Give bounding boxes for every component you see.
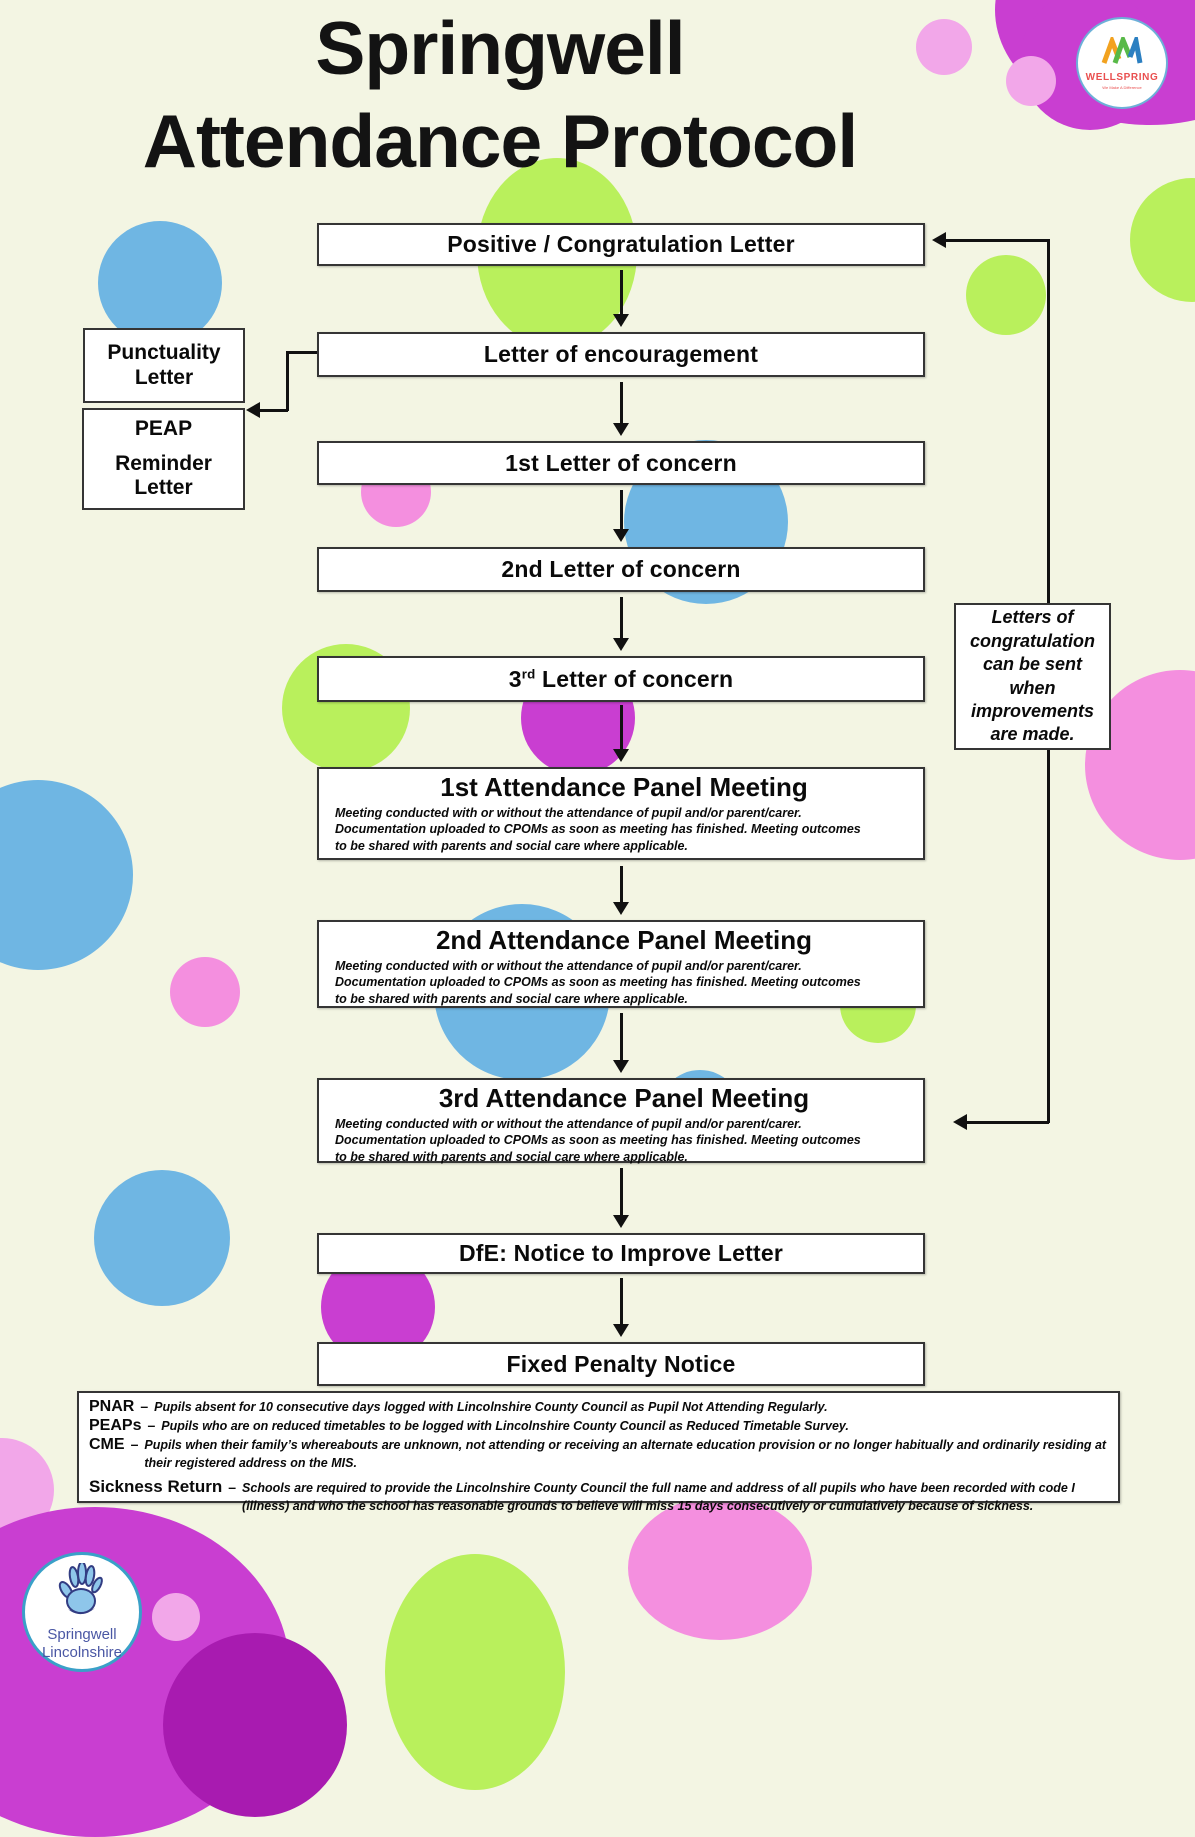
flow-box-fixed-penalty <box>317 1342 925 1386</box>
panel-title: 1st Attendance Panel Meeting <box>440 772 808 802</box>
side-box-punctuality-letter <box>83 328 245 403</box>
legend-description: Pupils who are on reduced timetables to be logged with Lincolnshire County Council as Reduced Timetable Survey. <box>161 1419 849 1434</box>
springwell-lincolnshire-logo <box>22 1552 142 1672</box>
flow-box-encouragement-letter <box>317 332 925 377</box>
side-box-peap-reminder-letter <box>82 408 245 510</box>
flow-box-dfe-notice <box>317 1233 925 1274</box>
decor-circle <box>152 1593 200 1641</box>
flow-box-3rd-concern-letter <box>317 656 925 702</box>
panel-description: Meeting conducted with or without the attendance of pupil and/or parent/carer. Documentation uploaded to CPOMs as soon as meeting has finished. Meeting outcomes to be shared with parents and social care where applicable. <box>335 1116 861 1164</box>
peap-line-top <box>286 351 318 354</box>
flow-box-label: Fixed Penalty Notice <box>506 1350 736 1377</box>
flow-arrowhead <box>613 749 629 762</box>
flow-box-label: 3rd Letter of concern <box>508 665 734 692</box>
flow-arrow-line <box>620 1278 623 1325</box>
flow-arrowhead <box>613 529 629 542</box>
flow-arrowhead <box>613 1215 629 1228</box>
peap-title: PEAP <box>134 416 193 440</box>
wellspring-mark-icon <box>1100 37 1144 70</box>
legend-description: Pupils absent for 10 consecutive days logged with Lincolnshire County Council as Pupil Not Attending Regularly. <box>154 1400 828 1414</box>
flow-arrowhead <box>613 314 629 327</box>
flow-arrow-line <box>620 1168 623 1216</box>
legend-term: PEAPs <box>89 1417 142 1435</box>
legend-term: Sickness Return <box>89 1476 223 1496</box>
flow-box-2nd-concern-letter <box>317 547 925 592</box>
flow-arrowhead <box>613 1324 629 1337</box>
flow-arrowhead <box>613 638 629 651</box>
peap-line-vertical <box>286 351 289 411</box>
panel-description: Meeting conducted with or without the attendance of pupil and/or parent/carer. Documentation uploaded to CPOMs as soon as meeting has finished. Meeting outcomes to be shared with parents and social care where applicable. <box>335 958 861 1006</box>
decor-circle <box>385 1554 565 1790</box>
page-title-line2: Attendance Protocol <box>142 99 858 183</box>
congrats-note-text: Letters of congratulation can be sent when improvements are made. <box>970 607 1095 745</box>
feedback-line-bottom <box>965 1121 1049 1124</box>
flow-arrow-line <box>620 597 623 639</box>
decor-circle <box>0 780 133 970</box>
peap-line-bottom <box>258 409 288 412</box>
decor-circle <box>98 221 222 345</box>
wellspring-name: WELLSPRING <box>1085 71 1159 83</box>
legend-description: Schools are required to provide the Lincolnshire County Council the full name and address of all pupils who have been recorded with code I (illness) and who the school has reasonable grounds to believe will miss 15 days consecutively or cumulatively because of sickness. <box>242 1480 1075 1513</box>
peap-subtitle: Reminder Letter <box>115 451 212 500</box>
decor-circle <box>170 957 240 1027</box>
springwell-logo-line2: Lincolnshire <box>41 1643 123 1661</box>
legend-box <box>77 1391 1120 1513</box>
side-box-label: Punctuality Letter <box>107 340 221 389</box>
flow-box-label: Positive / Congratulation Letter <box>447 231 795 257</box>
springwell-logo-line1: Springwell <box>47 1626 117 1644</box>
flow-arrow-line <box>620 490 623 530</box>
flow-arrow-line <box>620 866 623 903</box>
flow-arrow-line <box>620 705 623 750</box>
legend-dash: – <box>147 1417 156 1434</box>
feedback-arrowhead-bottom <box>953 1114 967 1130</box>
flow-arrowhead <box>613 902 629 915</box>
flow-arrowhead <box>613 423 629 436</box>
flow-box-1st-panel-meeting <box>317 767 925 860</box>
flow-box-label: DfE: Notice to Improve Letter <box>458 1240 783 1266</box>
decor-circle <box>163 1633 347 1817</box>
flow-box-2nd-panel-meeting <box>317 920 925 1008</box>
legend-item-cme <box>89 1436 1108 1472</box>
legend-term: CME <box>89 1436 125 1454</box>
legend-item-pnar <box>89 1398 1108 1416</box>
legend-dash: – <box>140 1398 149 1414</box>
legend-dash: – <box>130 1436 139 1453</box>
page-title-line1: Springwell <box>315 6 685 90</box>
panel-title: 3rd Attendance Panel Meeting <box>438 1083 810 1113</box>
feedback-line-top <box>944 239 1049 242</box>
page-title <box>0 2 1000 188</box>
legend-item-peaps <box>89 1417 1108 1435</box>
flow-box-label: Letter of encouragement <box>483 341 759 367</box>
decor-circle <box>628 1496 812 1640</box>
legend-dash: – <box>228 1478 237 1495</box>
flow-box-3rd-panel-meeting <box>317 1078 925 1163</box>
flow-arrow-line <box>620 382 623 424</box>
wellspring-logo <box>1076 17 1168 109</box>
handprint-icon <box>51 1563 113 1626</box>
legend-term: PNAR <box>89 1398 135 1415</box>
decor-circle <box>1006 56 1056 106</box>
legend-item-sickness-return <box>89 1477 1108 1515</box>
panel-title: 2nd Attendance Panel Meeting <box>435 925 813 955</box>
flow-box-label: 2nd Letter of concern <box>501 556 741 582</box>
flow-box-positive-letter <box>317 223 925 266</box>
flow-arrow-line <box>620 1013 623 1061</box>
decor-circle <box>94 1170 230 1306</box>
decor-circle <box>1130 178 1195 302</box>
decor-circle <box>966 255 1046 335</box>
flow-box-label: 1st Letter of concern <box>505 449 737 476</box>
flow-box-1st-concern-letter <box>317 441 925 485</box>
wellspring-tagline: We Make A Difference <box>1102 84 1142 90</box>
side-box-congrats-note <box>954 603 1111 750</box>
legend-description: Pupils when their family’s whereabouts are unknown, not attending or receiving an alternate education provision or no longer habitually and ordinarily residing at their registered address on the MIS. <box>144 1438 1107 1471</box>
peap-arrowhead <box>246 402 260 418</box>
flow-arrowhead <box>613 1060 629 1073</box>
panel-description: Meeting conducted with or without the attendance of pupil and/or parent/carer. Documentation uploaded to CPOMs as soon as meeting has finished. Meeting outcomes to be shared with parents and social care where applicable. <box>335 805 861 853</box>
flow-arrow-line <box>620 270 623 315</box>
